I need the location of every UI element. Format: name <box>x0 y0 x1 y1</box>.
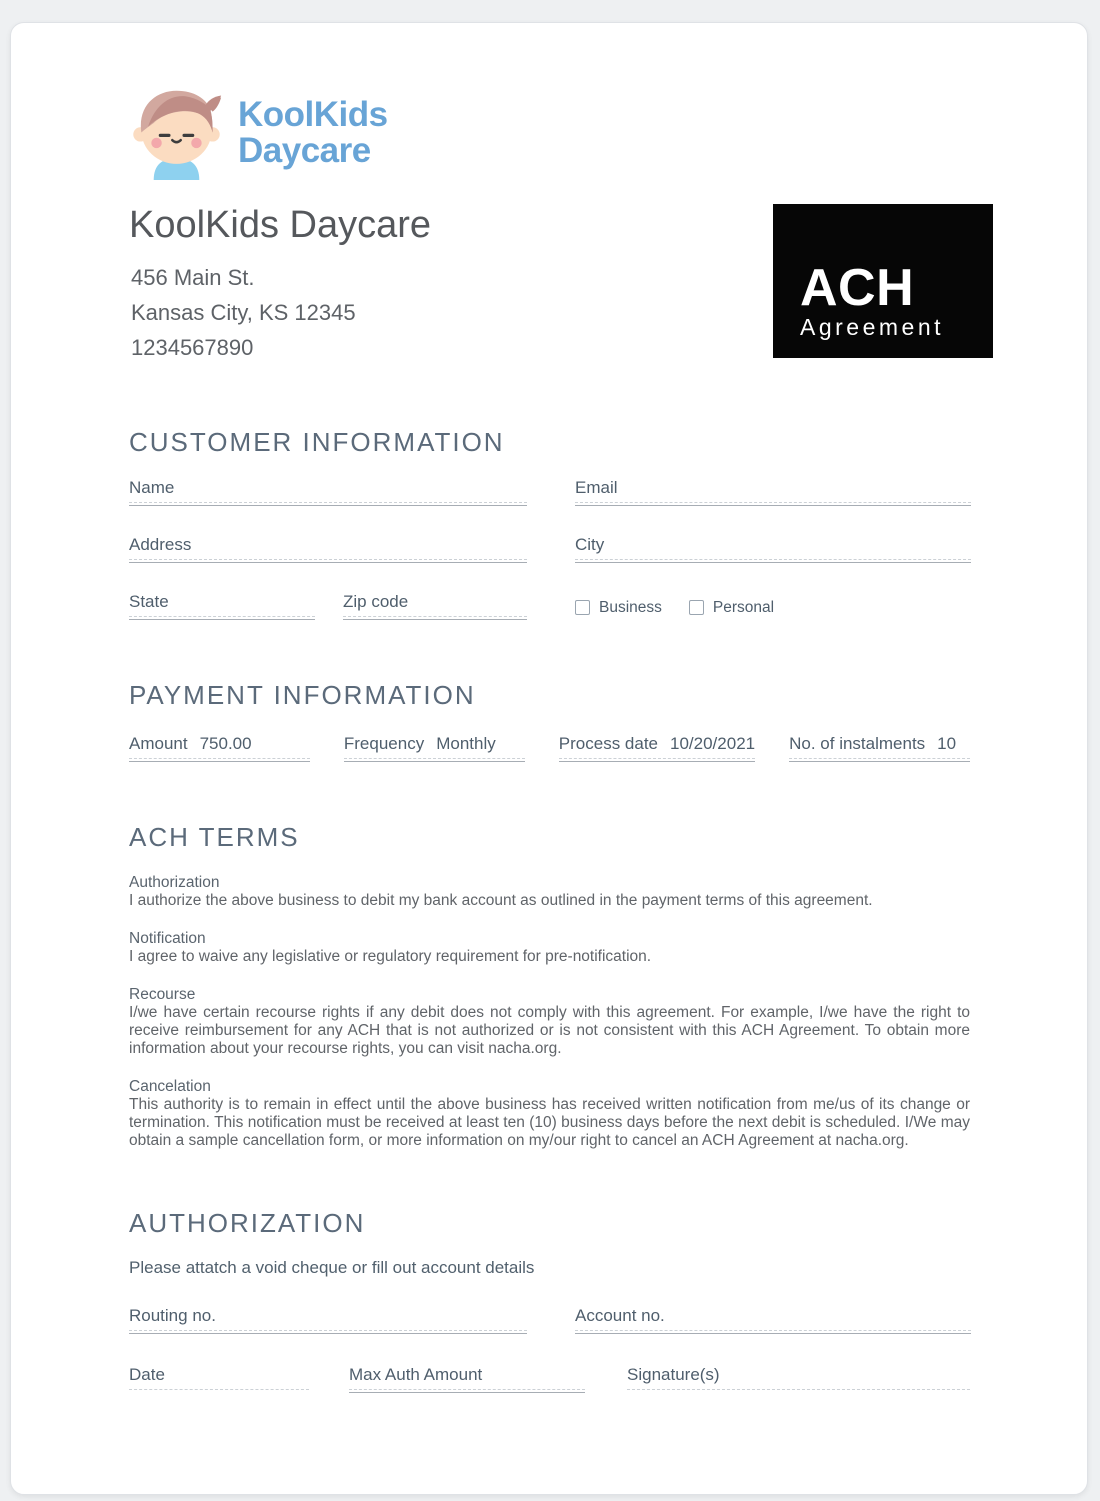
frequency-value: Monthly <box>436 734 496 753</box>
instalments-label: No. of instalments <box>789 734 926 753</box>
business-checkbox-box[interactable] <box>575 600 590 615</box>
address-input-line[interactable] <box>129 559 527 563</box>
process-date-input-line[interactable] <box>559 758 755 762</box>
term-authorization-body: I authorize the above business to debit my bank account as outlined in the payment terms of this agreement. <box>129 892 873 909</box>
date-label: Date <box>129 1365 165 1384</box>
instalments-field[interactable] <box>789 733 970 762</box>
routing-number-input-line[interactable] <box>129 1330 527 1334</box>
state-label: State <box>129 592 169 611</box>
account-number-label: Account no. <box>575 1306 665 1325</box>
personal-checkbox-box[interactable] <box>689 600 704 615</box>
zip-code-label: Zip code <box>343 592 409 611</box>
amount-label: Amount <box>129 734 188 753</box>
document-header <box>129 85 970 365</box>
process-date-field[interactable] <box>559 733 755 762</box>
term-notification-body: I agree to waive any legislative or regulatory requirement for pre-notification. <box>129 948 652 965</box>
zip-code-input-line[interactable] <box>343 616 527 620</box>
routing-number-field[interactable] <box>129 1305 527 1334</box>
company-phone: 1234567890 <box>131 335 254 360</box>
address-field[interactable] <box>129 534 527 563</box>
business-checkbox[interactable] <box>575 599 662 617</box>
business-checkbox-label: Business <box>599 598 662 616</box>
authorization-heading: AUTHORIZATION <box>129 1208 366 1238</box>
ach-terms-heading: ACH TERMS <box>129 822 300 852</box>
company-address-line2: Kansas City, KS 12345 <box>131 300 356 325</box>
ach-badge-subtitle: Agreement <box>800 314 945 340</box>
term-cancelation-title: Cancelation <box>129 1078 211 1095</box>
account-number-input-line[interactable] <box>575 1330 971 1334</box>
customer-information-section <box>129 427 970 620</box>
email-input-line[interactable] <box>575 502 971 506</box>
term-recourse-title: Recourse <box>129 986 196 1003</box>
account-number-field[interactable] <box>575 1305 971 1334</box>
company-address-line1: 456 Main St. <box>131 265 255 290</box>
account-type-checkboxes <box>575 591 971 620</box>
term-recourse-body: I/we have certain recourse rights if any debit does not comply with this agreement. For example, I/we have the right to receive reimbursement for any ACH that is not authorized or is not consistent with this ACH Agreement. To obtain more information about your recourse rights, you can visit nacha.org. <box>129 1004 970 1057</box>
city-label: City <box>575 535 605 554</box>
signature-label: Signature(s) <box>627 1365 720 1384</box>
term-notification <box>129 930 970 966</box>
max-auth-amount-field[interactable] <box>349 1364 585 1393</box>
payment-information-section <box>129 680 970 762</box>
customer-information-heading: CUSTOMER INFORMATION <box>129 427 505 457</box>
date-input-line[interactable] <box>129 1389 309 1390</box>
ach-badge-title: ACH <box>800 259 915 317</box>
email-field[interactable] <box>575 477 971 506</box>
frequency-label: Frequency <box>343 734 425 753</box>
amount-input-line[interactable] <box>129 758 310 762</box>
term-authorization <box>129 874 970 910</box>
state-input-line[interactable] <box>129 616 315 620</box>
company-name: KoolKids Daycare <box>129 204 432 246</box>
personal-checkbox[interactable] <box>689 599 774 617</box>
ach-agreement-badge <box>773 204 993 358</box>
city-input-line[interactable] <box>575 559 971 563</box>
name-field[interactable] <box>129 477 527 506</box>
date-field[interactable] <box>129 1364 309 1393</box>
payment-information-heading: PAYMENT INFORMATION <box>129 680 476 710</box>
instalments-value: 10 <box>937 734 957 753</box>
zip-code-field[interactable] <box>343 591 527 620</box>
logo-wordmark <box>238 94 388 170</box>
personal-checkbox-label: Personal <box>712 598 775 616</box>
address-label: Address <box>129 535 192 554</box>
term-notification-title: Notification <box>129 930 206 947</box>
max-auth-amount-input-line[interactable] <box>349 1389 585 1393</box>
state-field[interactable] <box>129 591 315 620</box>
email-label: Email <box>575 478 618 497</box>
koolkids-mascot-icon <box>129 85 224 180</box>
instalments-input-line[interactable] <box>789 758 970 762</box>
term-authorization-title: Authorization <box>129 874 220 891</box>
koolkids-logo <box>129 85 970 180</box>
term-cancelation-body: This authority is to remain in effect until the above business has received written notification from me/us of its change or termination. This notification must be received at least ten (10) business days before the next debit is scheduled. I/We may obtain a sample cancellation form, or more information on my/our right to cancel an ACH Agreement at nacha.org. <box>129 1096 970 1149</box>
process-date-label: Process date <box>558 734 659 753</box>
amount-field[interactable] <box>129 733 310 762</box>
logo-wordmark-line1: KoolKids <box>238 94 388 134</box>
term-cancelation <box>129 1078 970 1150</box>
max-auth-amount-label: Max Auth Amount <box>349 1365 483 1384</box>
document-page <box>10 22 1088 1495</box>
authorization-section <box>129 1208 970 1393</box>
frequency-field[interactable] <box>344 733 525 762</box>
amount-value: 750.00 <box>199 734 252 753</box>
signature-input-line[interactable] <box>627 1389 970 1390</box>
process-date-value: 10/20/2021 <box>670 734 756 753</box>
signature-field[interactable] <box>627 1364 970 1393</box>
authorization-note: Please attatch a void cheque or fill out account details <box>129 1258 535 1277</box>
routing-number-label: Routing no. <box>129 1306 216 1325</box>
name-input-line[interactable] <box>129 502 527 506</box>
name-label: Name <box>129 478 175 497</box>
term-recourse <box>129 986 970 1058</box>
city-field[interactable] <box>575 534 971 563</box>
frequency-input-line[interactable] <box>344 758 525 762</box>
logo-wordmark-line2: Daycare <box>238 130 371 170</box>
ach-terms-section <box>129 822 970 1150</box>
